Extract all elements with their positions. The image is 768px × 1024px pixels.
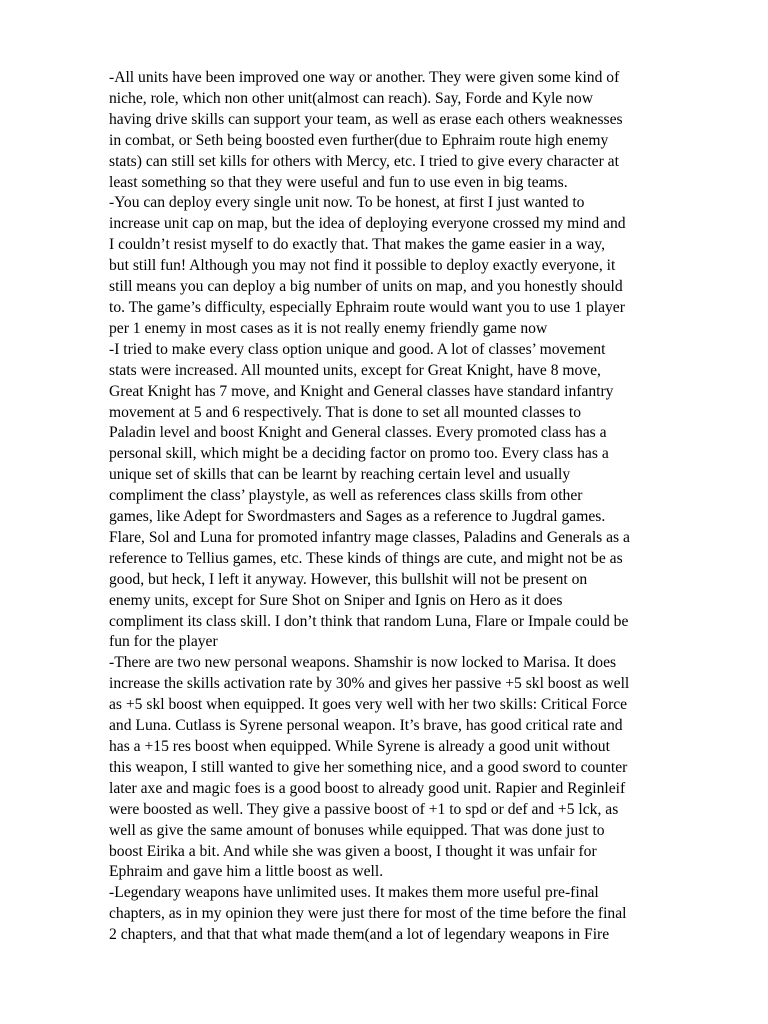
text-line: to. The game’s difficulty, especially Ephraim route would want you to use 1 player: [109, 298, 625, 316]
text-line: 2 chapters, and that that what made them(and a lot of legendary weapons in Fire: [109, 926, 610, 944]
text-line: Paladin level and boost Knight and General classes. Every promoted class has a: [109, 424, 607, 442]
text-line: -All units have been improved one way or another. They were given some kind of: [109, 69, 620, 86]
text-line: good, but heck, I left it anyway. However, this bullshit will not be present on: [109, 570, 588, 588]
text-line: chapters, as in my opinion they were just there for most of the time before the final: [109, 905, 627, 923]
text-line: stats were increased. All mounted units, except for Great Knight, have 8 move,: [109, 361, 601, 379]
text-line: but still fun! Although you may not find it possible to deploy exactly everyone, it: [109, 257, 616, 275]
text-line: still means you can deploy a big number of units on map, and you honestly should: [109, 278, 623, 296]
text-line: later axe and magic foes is a good boost to already good unit. Rapier and Reginleif: [109, 779, 626, 797]
text-line: compliment the class’ playstyle, as well as references class skills from other: [109, 487, 583, 505]
text-line: games, like Adept for Swordmasters and Sages as a reference to Jugdral games.: [109, 508, 606, 526]
text-line: Ephraim and gave him a little boost as well.: [109, 863, 384, 881]
text-line: -I tried to make every class option unique and good. A lot of classes’ movement: [109, 340, 606, 358]
text-line: niche, role, which non other unit(almost can reach). Say, Forde and Kyle now: [109, 89, 593, 107]
text-line: I couldn’t resist myself to do exactly that. That makes the game easier in a way,: [109, 236, 605, 254]
text-line: movement at 5 and 6 respectively. That is done to set all mounted classes to: [109, 403, 582, 421]
text-line: this weapon, I still wanted to give her something nice, and a good sword to counter: [109, 758, 628, 776]
text-line: were boosted as well. They give a passive boost of +1 to spd or def and +5 lck, as: [109, 800, 619, 818]
text-line: well as give the same amount of bonuses while equipped. That was done just to: [109, 821, 605, 839]
text-line: has a +15 res boost when equipped. While Syrene is already a good unit without: [109, 738, 610, 755]
text-line: reference to Tellius games, etc. These kinds of things are cute, and might not be as: [109, 549, 623, 567]
text-line: -Legendary weapons have unlimited uses. It makes them more useful pre-final: [109, 884, 599, 902]
document-body: [109, 68, 715, 946]
text-line: -There are two new personal weapons. Shamshir is now locked to Marisa. It does: [109, 654, 617, 672]
text-line: as +5 skl boost when equipped. It goes very well with her two skills: Critical Force: [109, 696, 628, 714]
text-line: increase the skills activation rate by 30% and gives her passive +5 skl boost as well: [109, 675, 630, 693]
text-line: fun for the player: [109, 633, 218, 651]
text-line: stats) can still set kills for others with Mercy, etc. I tried to give every character at: [109, 152, 619, 170]
text-line: Great Knight has 7 move, and Knight and General classes have standard infantry: [109, 382, 614, 400]
text-line: per 1 enemy in most cases as it is not really enemy friendly game now: [109, 319, 548, 337]
text-line: boost Eirika a bit. And while she was given a boost, I thought it was unfair for: [109, 842, 597, 860]
text-line: -You can deploy every single unit now. To be honest, at first I just wanted to: [109, 194, 585, 212]
text-line: least something so that they were useful and fun to use even in big teams.: [109, 173, 568, 191]
text-line: Flare, Sol and Luna for promoted infantry mage classes, Paladins and Generals as a: [109, 528, 630, 546]
text-line: enemy units, except for Sure Shot on Sniper and Ignis on Hero as it does: [109, 591, 563, 609]
text-line: compliment its class skill. I don’t think that random Luna, Flare or Impale could be: [109, 612, 629, 630]
text-line: and Luna. Cutlass is Syrene personal weapon. It’s brave, has good critical rate and: [109, 717, 623, 735]
text-line: having drive skills can support your team, as well as erase each others weaknesses: [109, 110, 623, 128]
text-line: increase unit cap on map, but the idea of deploying everyone crossed my mind and: [109, 215, 626, 233]
text-line: personal skill, which might be a deciding factor on promo too. Every class has a: [109, 445, 609, 463]
text-line: in combat, or Seth being boosted even further(due to Ephraim route high enemy: [109, 131, 609, 149]
text-line: unique set of skills that can be learnt by reaching certain level and usually: [109, 466, 571, 484]
